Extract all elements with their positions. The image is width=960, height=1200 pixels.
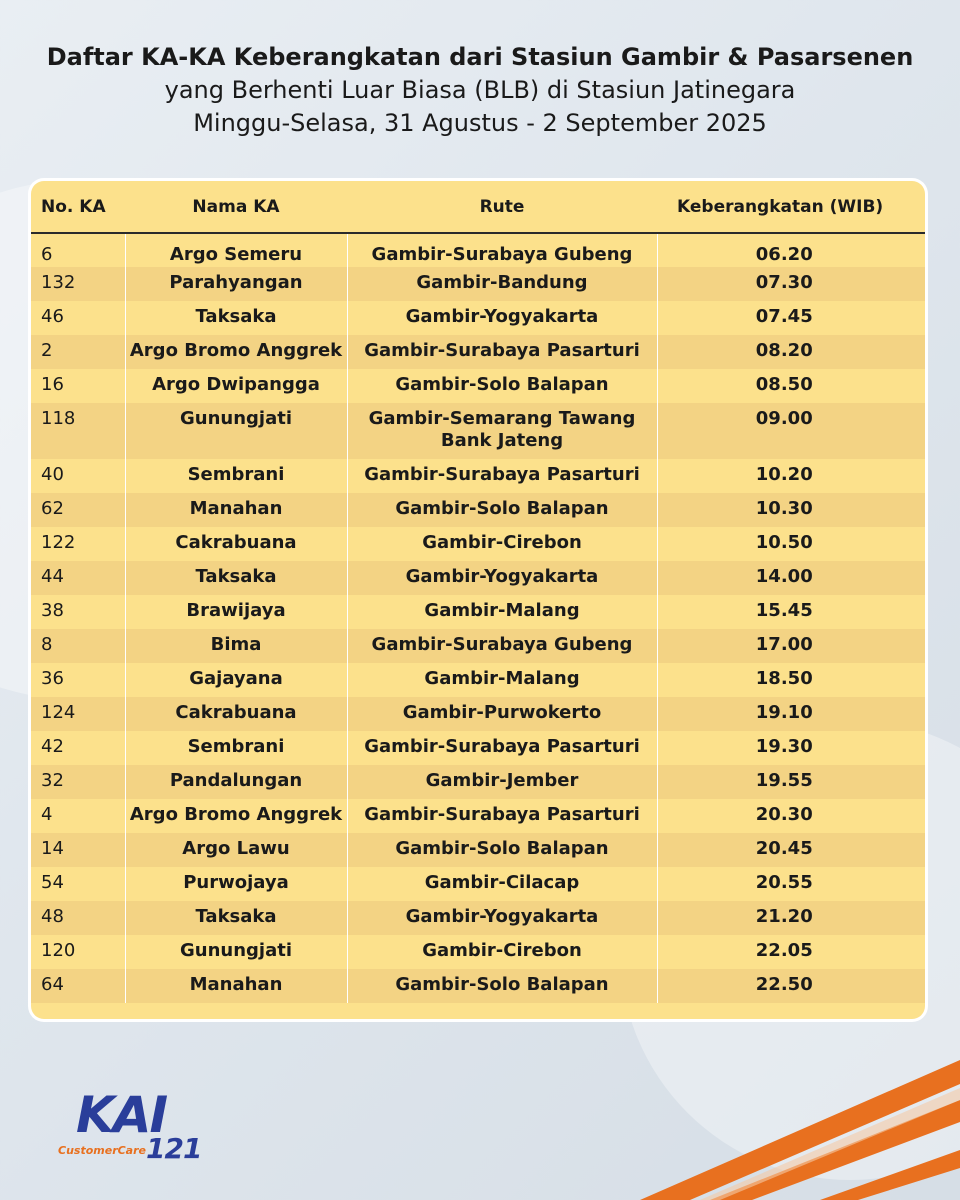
- cell-departure-time: 20.45: [755, 838, 813, 859]
- table-row: [31, 867, 925, 901]
- table-header-row: [31, 181, 925, 233]
- cell-train-number: 14: [31, 833, 125, 867]
- cell-train-number: 4: [31, 799, 125, 833]
- cell-route: Gambir-Surabaya Pasarturi: [347, 799, 657, 833]
- cell-train-name: Parahyangan: [125, 267, 347, 301]
- column-header-departure: Keberangkatan (WIB): [657, 181, 925, 233]
- cell-route: Gambir-Surabaya Pasarturi: [347, 335, 657, 369]
- cell-route: Gambir-Solo Balapan: [347, 969, 657, 1003]
- column-header-no: No. KA: [31, 181, 125, 233]
- cell-train-number: 36: [31, 663, 125, 697]
- cell-departure-time: 22.05: [755, 940, 813, 961]
- table-row: [31, 527, 925, 561]
- cell-train-name: Manahan: [125, 969, 347, 1003]
- cell-departure-time: 21.20: [755, 906, 813, 927]
- table-row: [31, 403, 925, 459]
- column-header-route: Rute: [347, 181, 657, 233]
- cell-train-name: Taksaka: [125, 301, 347, 335]
- cell-departure-time: 08.20: [755, 340, 813, 361]
- cell-train-number: 44: [31, 561, 125, 595]
- table-row: [31, 799, 925, 833]
- cell-departure-time: 19.30: [755, 736, 813, 757]
- page-dates: Minggu-Selasa, 31 Agustus - 2 September 2025: [193, 109, 767, 137]
- schedule-table-container: [31, 181, 925, 1019]
- cell-train-name: Cakrabuana: [125, 697, 347, 731]
- cell-train-name: Gunungjati: [125, 935, 347, 969]
- cell-departure-time: 14.00: [755, 566, 813, 587]
- cell-route: Gambir-Solo Balapan: [347, 493, 657, 527]
- cell-train-number: 46: [31, 301, 125, 335]
- table-row: [31, 459, 925, 493]
- cell-train-name: Pandalungan: [125, 765, 347, 799]
- cell-train-name: Gajayana: [125, 663, 347, 697]
- page-subtitle: yang Berhenti Luar Biasa (BLB) di Stasiun Jatinegara: [164, 76, 796, 104]
- cell-train-name: Gunungjati: [125, 403, 347, 459]
- cell-route: Gambir-Surabaya Gubeng: [347, 629, 657, 663]
- cell-train-number: 62: [31, 493, 125, 527]
- cell-route: Gambir-Bandung: [347, 267, 657, 301]
- logo-brand: KAI: [76, 1086, 167, 1144]
- cell-train-name: Bima: [125, 629, 347, 663]
- cell-train-number: 38: [31, 595, 125, 629]
- cell-train-name: Sembrani: [125, 459, 347, 493]
- cell-train-name: Argo Dwipangga: [125, 369, 347, 403]
- cell-train-name: Argo Semeru: [125, 233, 347, 267]
- cell-train-name: Taksaka: [125, 561, 347, 595]
- cell-route: Gambir-Yogyakarta: [347, 901, 657, 935]
- cell-departure-time: 07.30: [755, 272, 813, 293]
- cell-route: Gambir-Solo Balapan: [347, 833, 657, 867]
- cell-train-number: 64: [31, 969, 125, 1003]
- table-row: [31, 833, 925, 867]
- table-row: [31, 233, 925, 267]
- cell-train-name: Cakrabuana: [125, 527, 347, 561]
- cell-departure-time: 10.30: [755, 498, 813, 519]
- cell-train-number: 42: [31, 731, 125, 765]
- cell-train-name: Argo Bromo Anggrek: [125, 799, 347, 833]
- cell-route: Gambir-Purwokerto: [347, 697, 657, 731]
- cell-train-number: 32: [31, 765, 125, 799]
- cell-departure-time: 10.50: [755, 532, 813, 553]
- cell-departure-time: 18.50: [755, 668, 813, 689]
- cell-route: Gambir-Solo Balapan: [347, 369, 657, 403]
- cell-train-name: Manahan: [125, 493, 347, 527]
- cell-train-number: 6: [31, 233, 125, 267]
- cell-route: Gambir-Yogyakarta: [347, 301, 657, 335]
- table-body: [31, 233, 925, 1003]
- cell-departure-time: 19.55: [755, 770, 813, 791]
- cell-route: Gambir-Malang: [347, 595, 657, 629]
- cell-route: Gambir-Surabaya Pasarturi: [347, 459, 657, 493]
- cell-train-number: 48: [31, 901, 125, 935]
- table-row: [31, 595, 925, 629]
- cell-route: Gambir-Surabaya Pasarturi: [347, 731, 657, 765]
- cell-departure-time: 17.00: [755, 634, 813, 655]
- cell-train-number: 124: [31, 697, 125, 731]
- table-row: [31, 561, 925, 595]
- cell-departure-time: 19.10: [755, 702, 813, 723]
- table-row: [31, 697, 925, 731]
- cell-train-number: 54: [31, 867, 125, 901]
- table-row: [31, 731, 925, 765]
- column-header-name: Nama KA: [125, 181, 347, 233]
- table-row: [31, 663, 925, 697]
- cell-departure-time: 09.00: [755, 408, 813, 429]
- schedule-card: [28, 178, 928, 1022]
- cell-route: Gambir-Cilacap: [347, 867, 657, 901]
- cell-train-number: 118: [31, 403, 125, 459]
- cell-departure-time: 08.50: [755, 374, 813, 395]
- table-row: [31, 301, 925, 335]
- cell-route: Gambir-Yogyakarta: [347, 561, 657, 595]
- cell-route: Gambir-Semarang Tawang Bank Jateng: [347, 403, 657, 459]
- cell-departure-time: 06.20: [755, 244, 813, 265]
- table-row: [31, 493, 925, 527]
- schedule-table: [31, 181, 925, 1003]
- kai-customer-care-logo: [58, 1086, 218, 1165]
- table-row: [31, 267, 925, 301]
- cell-train-name: Argo Lawu: [125, 833, 347, 867]
- table-row: [31, 629, 925, 663]
- table-row: [31, 935, 925, 969]
- cell-departure-time: 07.45: [755, 306, 813, 327]
- cell-train-number: 16: [31, 369, 125, 403]
- cell-train-number: 132: [31, 267, 125, 301]
- cell-route: Gambir-Jember: [347, 765, 657, 799]
- logo-tagline: CustomerCare: [58, 1144, 146, 1157]
- cell-train-name: Purwojaya: [125, 867, 347, 901]
- cell-train-name: Argo Bromo Anggrek: [125, 335, 347, 369]
- cell-route: Gambir-Cirebon: [347, 935, 657, 969]
- cell-train-name: Brawijaya: [125, 595, 347, 629]
- cell-departure-time: 20.55: [755, 872, 813, 893]
- table-row: [31, 369, 925, 403]
- cell-route: Gambir-Malang: [347, 663, 657, 697]
- cell-train-name: Taksaka: [125, 901, 347, 935]
- cell-train-name: Sembrani: [125, 731, 347, 765]
- table-row: [31, 765, 925, 799]
- cell-train-number: 40: [31, 459, 125, 493]
- table-row: [31, 335, 925, 369]
- cell-departure-time: 22.50: [755, 974, 813, 995]
- logo-number: 121: [146, 1132, 202, 1165]
- cell-train-number: 8: [31, 629, 125, 663]
- cell-departure-time: 15.45: [755, 600, 813, 621]
- cell-departure-time: 20.30: [755, 804, 813, 825]
- table-row: [31, 969, 925, 1003]
- cell-route: Gambir-Cirebon: [347, 527, 657, 561]
- cell-train-number: 120: [31, 935, 125, 969]
- page-title: Daftar KA-KA Keberangkatan dari Stasiun Gambir & Pasarsenen: [46, 43, 914, 71]
- header: [0, 40, 960, 140]
- cell-departure-time: 10.20: [755, 464, 813, 485]
- cell-route: Gambir-Surabaya Gubeng: [347, 233, 657, 267]
- cell-train-number: 122: [31, 527, 125, 561]
- cell-train-number: 2: [31, 335, 125, 369]
- table-row: [31, 901, 925, 935]
